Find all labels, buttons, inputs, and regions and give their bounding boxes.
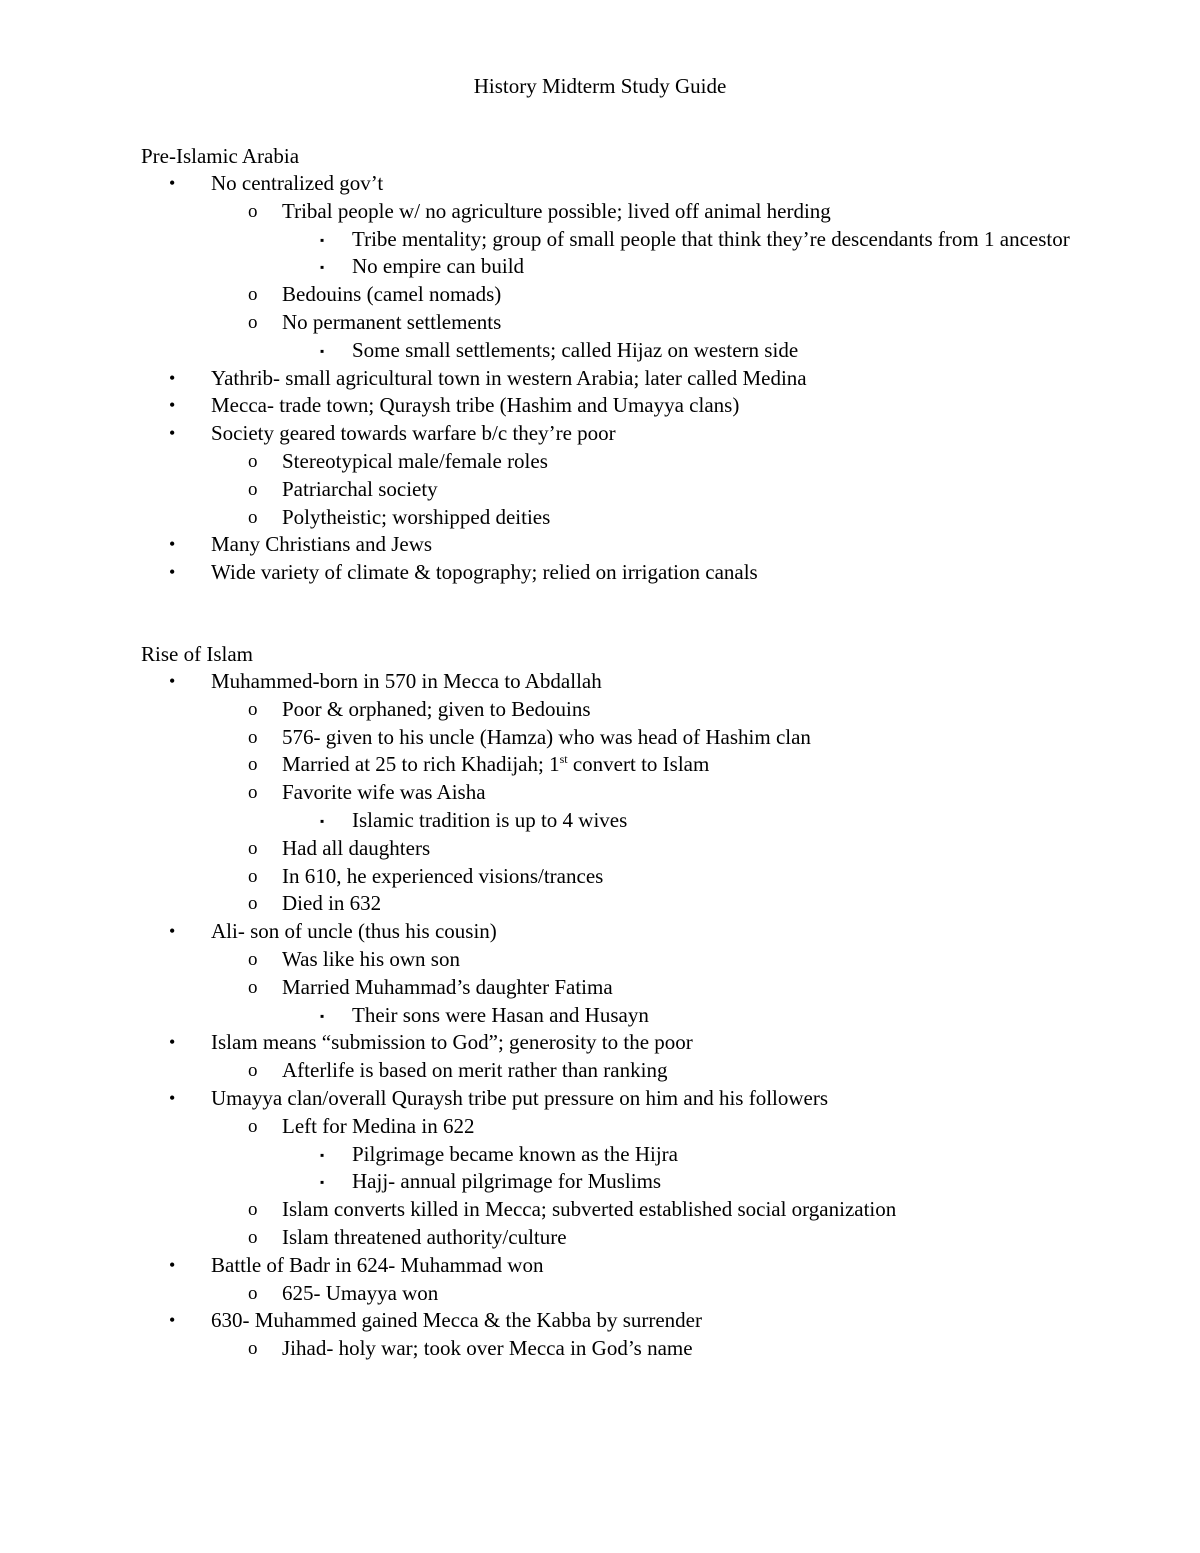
item-text: Hajj- annual pilgrimage for Muslims (352, 1169, 662, 1194)
outline-item-level-1 (141, 559, 1141, 587)
outline-item-level-2 (141, 1057, 1141, 1085)
section-pre-islamic-arabia (141, 143, 1141, 587)
outline-item-level-1 (141, 531, 1141, 559)
outline-item-level-2 (141, 1280, 1141, 1308)
bullet-circle-icon: o (248, 284, 258, 306)
item-text: 630- Muhammed gained Mecca & the Kabba by surrender (211, 1308, 702, 1333)
outline-item-level-2 (141, 198, 1141, 226)
bullet-disc-icon: • (169, 1254, 176, 1275)
bullet-circle-icon: o (248, 478, 258, 500)
outline-item-level-3 (141, 807, 1072, 835)
bullet-disc-icon: • (169, 1032, 176, 1053)
bullet-circle-icon: o (248, 1060, 258, 1082)
bullet-circle-icon: o (248, 698, 258, 720)
item-text: Polytheistic; worshipped deities (282, 504, 551, 529)
item-text: Mecca- trade town; Quraysh tribe (Hashim and Umayya clans) (211, 393, 740, 418)
bullet-list (141, 170, 1141, 587)
outline-item-level-2 (141, 724, 1141, 752)
item-text-continued: convert to Islam (567, 752, 710, 777)
item-text: No empire can build (352, 254, 525, 279)
item-text: 625- Umayya won (282, 1280, 439, 1305)
outline-item-level-1 (141, 420, 1141, 448)
bullet-circle-icon: o (248, 948, 258, 970)
section-rise-of-islam (141, 641, 1141, 1363)
bullet-circle-icon: o (248, 1226, 258, 1248)
item-text: Wide variety of climate & topography; relied on irrigation canals (211, 560, 758, 585)
item-text: No permanent settlements (282, 309, 502, 334)
bullet-circle-icon: o (248, 1338, 258, 1360)
item-text: Umayya clan/overall Quraysh tribe put pressure on him and his followers (211, 1085, 829, 1110)
outline-item-level-3 (141, 226, 1072, 254)
outline-item-level-2 (141, 751, 1141, 779)
outline-item-level-1 (141, 170, 1141, 198)
outline-item-level-2 (141, 504, 1141, 532)
bullet-circle-icon: o (248, 893, 258, 915)
outline-item-level-3 (141, 1168, 1072, 1196)
outline-item-level-2 (141, 779, 1141, 807)
item-text: Islam means “submission to God”; generosity to the poor (211, 1030, 693, 1055)
item-text: Battle of Badr in 624- Muhammad won (211, 1252, 544, 1277)
outline-item-level-3 (141, 337, 1072, 365)
outline-item-level-3 (141, 1002, 1072, 1030)
item-text: Many Christians and Jews (211, 532, 433, 557)
outline-item-level-2 (141, 696, 1141, 724)
bullet-circle-icon: o (248, 754, 258, 776)
bullet-disc-icon: • (169, 921, 176, 942)
bullet-circle-icon: o (248, 976, 258, 998)
item-text: Jihad- holy war; took over Mecca in God’s name (282, 1336, 693, 1361)
outline-item-level-2 (141, 1224, 1141, 1252)
bullet-disc-icon: • (169, 423, 176, 444)
bullet-circle-icon: o (248, 837, 258, 859)
outline-item-level-2 (141, 1335, 1141, 1363)
bullet-disc-icon: • (169, 562, 176, 583)
outline-item-level-2 (141, 448, 1141, 476)
item-text: Bedouins (camel nomads) (282, 282, 502, 307)
item-text: Muhammed-born in 570 in Mecca to Abdallah (211, 669, 602, 693)
outline-item-level-2 (141, 1113, 1141, 1141)
bullet-circle-icon: o (248, 200, 258, 222)
bullet-circle-icon: o (248, 311, 258, 333)
item-text: Some small settlements; called Hijaz on western side (352, 337, 799, 362)
section-heading: Pre-Islamic Arabia (141, 144, 300, 168)
outline-item-level-2 (141, 476, 1141, 504)
outline-item-level-1 (141, 1085, 1141, 1113)
item-text: No centralized gov’t (211, 171, 384, 195)
item-text: Islamic tradition is up to 4 wives (352, 807, 628, 832)
item-text: Left for Medina in 622 (282, 1113, 475, 1138)
bullet-square-icon: ▪ (320, 260, 325, 275)
bullet-disc-icon: • (169, 671, 176, 691)
outline-item-level-2 (141, 890, 1141, 918)
bullet-circle-icon: o (248, 1115, 258, 1137)
bullet-square-icon: ▪ (320, 1175, 325, 1190)
bullet-square-icon: ▪ (320, 343, 325, 358)
item-text: Pilgrimage became known as the Hijra (352, 1141, 678, 1166)
bullet-disc-icon: • (169, 534, 176, 555)
item-text: Their sons were Hasan and Husayn (352, 1002, 649, 1027)
bullet-list (141, 668, 1141, 1363)
outline-item-level-3 (141, 253, 1072, 281)
item-text: Tribal people w/ no agriculture possible; lived off animal herding (282, 198, 831, 223)
bullet-square-icon: ▪ (320, 1147, 325, 1162)
section-heading: Rise of Islam (141, 642, 253, 666)
outline-item-level-1 (141, 392, 1141, 420)
item-text: Died in 632 (282, 891, 382, 916)
item-text: Had all daughters (282, 835, 431, 860)
bullet-disc-icon: • (169, 1310, 176, 1331)
item-text: Yathrib- small agricultural town in western Arabia; later called Medina (211, 365, 807, 390)
outline-item-level-1 (141, 1307, 1141, 1335)
outline-item-level-2 (141, 835, 1141, 863)
outline-item-level-2 (141, 863, 1141, 891)
outline-item-level-2 (141, 309, 1141, 337)
outline-item-level-3 (141, 1141, 1072, 1169)
bullet-disc-icon: • (169, 1087, 176, 1108)
bullet-square-icon: ▪ (320, 232, 325, 247)
bullet-circle-icon: o (248, 726, 258, 748)
item-text: Poor & orphaned; given to Bedouins (282, 696, 591, 721)
item-text: Ali- son of uncle (thus his cousin) (211, 919, 497, 944)
item-text: Married Muhammad’s daughter Fatima (282, 974, 613, 999)
item-text: In 610, he experienced visions/trances (282, 863, 604, 888)
ordinal-superscript: st (559, 752, 568, 767)
bullet-circle-icon: o (248, 1282, 258, 1304)
bullet-disc-icon: • (169, 173, 176, 193)
bullet-circle-icon: o (248, 450, 258, 472)
outline-item-level-2 (141, 946, 1141, 974)
item-text: Was like his own son (282, 946, 460, 971)
outline-item-level-1 (141, 1252, 1141, 1280)
item-text: Stereotypical male/female roles (282, 448, 548, 473)
bullet-circle-icon: o (248, 865, 258, 887)
item-text: Married at 25 to rich Khadijah; 1 (282, 752, 560, 777)
item-text: Favorite wife was Aisha (282, 780, 486, 805)
item-text: Society geared towards warfare b/c they’re poor (211, 421, 616, 446)
bullet-circle-icon: o (248, 782, 258, 804)
bullet-disc-icon: • (169, 395, 176, 416)
bullet-square-icon: ▪ (320, 1008, 325, 1023)
item-text: Patriarchal society (282, 476, 438, 501)
item-text: 576- given to his uncle (Hamza) who was head of Hashim clan (282, 724, 811, 749)
item-text: Afterlife is based on merit rather than ranking (282, 1058, 668, 1083)
outline-item-level-1 (141, 365, 1141, 393)
item-text: Islam threatened authority/culture (282, 1224, 567, 1249)
outline-item-level-1 (141, 1029, 1141, 1057)
bullet-square-icon: ▪ (320, 813, 325, 828)
bullet-circle-icon: o (248, 1199, 258, 1221)
document-title: History Midterm Study Guide (473, 74, 727, 98)
item-text: Tribe mentality; group of small people that think they’re descendants from 1 ancestor (352, 226, 1070, 251)
outline-item-level-2 (141, 281, 1141, 309)
outline-item-level-2 (141, 1196, 1141, 1224)
outline-item-level-1 (141, 668, 1141, 696)
bullet-circle-icon: o (248, 506, 258, 528)
outline-item-level-2 (141, 974, 1141, 1002)
item-text: Islam converts killed in Mecca; subverted established social organization (282, 1197, 897, 1222)
bullet-disc-icon: • (169, 367, 176, 388)
outline-item-level-1 (141, 918, 1141, 946)
